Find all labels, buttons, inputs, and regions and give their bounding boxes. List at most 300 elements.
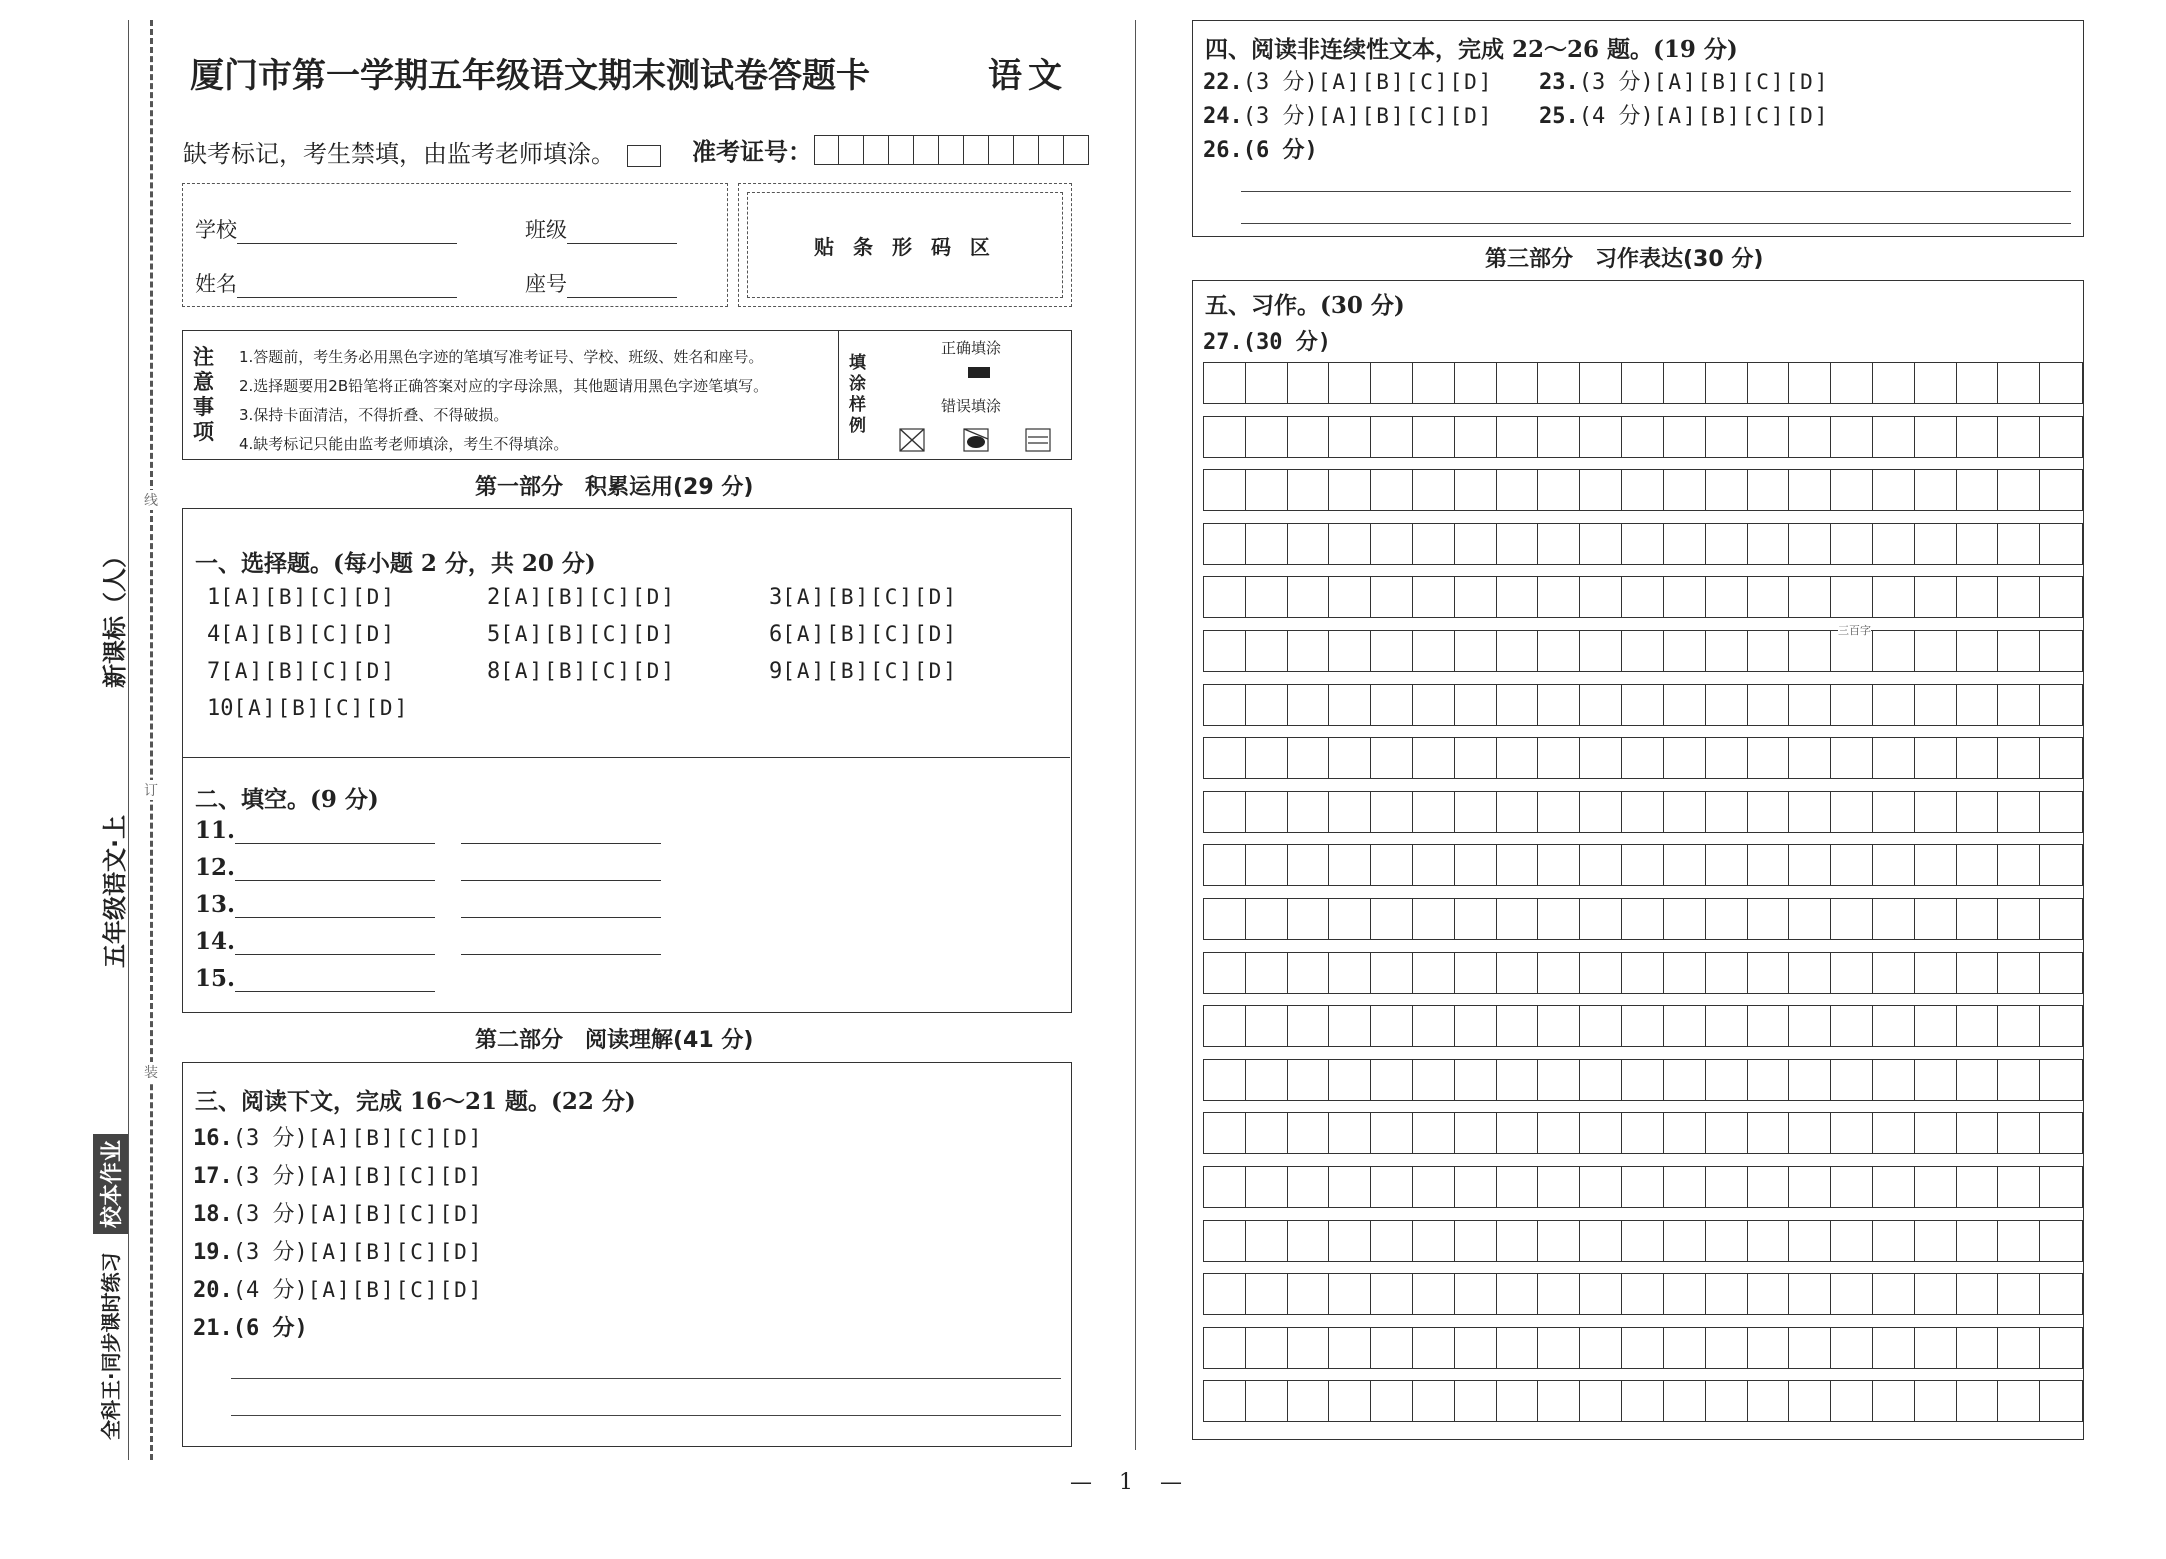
grid-cell[interactable]: [1664, 792, 1706, 832]
grid-cell[interactable]: [1580, 524, 1622, 564]
grid-row[interactable]: [1203, 737, 2083, 779]
grid-cell[interactable]: [1622, 1113, 1664, 1153]
grid-cell[interactable]: [1622, 577, 1664, 617]
grid-cell[interactable]: [1371, 470, 1413, 510]
grid-cell[interactable]: [1246, 845, 1288, 885]
grid-cell[interactable]: [1204, 1006, 1246, 1046]
grid-cell[interactable]: [1873, 1221, 1915, 1261]
grid-cell[interactable]: [1998, 631, 2040, 671]
grid-cell[interactable]: [1538, 631, 1580, 671]
grid-cell[interactable]: [1538, 417, 1580, 457]
grid-cell[interactable]: [1371, 899, 1413, 939]
grid-cell[interactable]: [1873, 899, 1915, 939]
grid-row[interactable]: [1203, 416, 2083, 458]
grid-cell[interactable]: [1748, 417, 1790, 457]
grid-cell[interactable]: [1873, 470, 1915, 510]
grid-cell[interactable]: [1748, 470, 1790, 510]
grid-cell[interactable]: [1497, 577, 1539, 617]
grid-cell[interactable]: [1204, 524, 1246, 564]
grid-cell[interactable]: [1957, 953, 1999, 993]
grid-cell[interactable]: [1329, 1167, 1371, 1207]
grid-cell[interactable]: [1664, 1328, 1706, 1368]
grid-cell[interactable]: [1246, 417, 1288, 457]
mc-q19[interactable]: 19.(3 分)[A][B][C][D]: [193, 1240, 484, 1265]
grid-cell[interactable]: [1538, 953, 1580, 993]
grid-cell[interactable]: [1204, 953, 1246, 993]
fill-q11[interactable]: 11.: [195, 817, 661, 844]
grid-cell[interactable]: [1413, 524, 1455, 564]
grid-cell[interactable]: [1957, 363, 1999, 403]
grid-cell[interactable]: [1664, 1060, 1706, 1100]
grid-cell[interactable]: [1915, 577, 1957, 617]
q21-answer-line-1[interactable]: [231, 1378, 1061, 1379]
grid-cell[interactable]: [1957, 899, 1999, 939]
grid-cell[interactable]: [1246, 953, 1288, 993]
grid-cell[interactable]: [1998, 1381, 2040, 1421]
seat-field[interactable]: 座号: [525, 268, 677, 298]
grid-cell[interactable]: [1580, 1006, 1622, 1046]
grid-cell[interactable]: [1789, 899, 1831, 939]
mc-q23[interactable]: 23.(3 分)[A][B][C][D]: [1539, 70, 1830, 95]
grid-cell[interactable]: [1329, 845, 1371, 885]
grid-cell[interactable]: [1455, 524, 1497, 564]
grid-cell[interactable]: [1622, 417, 1664, 457]
grid-cell[interactable]: [1413, 1060, 1455, 1100]
grid-cell[interactable]: [1497, 1221, 1539, 1261]
q21-answer-line-2[interactable]: [231, 1415, 1061, 1416]
grid-cell[interactable]: [1455, 792, 1497, 832]
grid-cell[interactable]: [1957, 631, 1999, 671]
grid-cell[interactable]: [1538, 1113, 1580, 1153]
grid-cell[interactable]: [1998, 845, 2040, 885]
fill-q14[interactable]: 14.: [195, 928, 661, 955]
grid-cell[interactable]: [1580, 845, 1622, 885]
grid-cell[interactable]: [1706, 524, 1748, 564]
grid-cell[interactable]: [1622, 953, 1664, 993]
grid-cell[interactable]: [1873, 738, 1915, 778]
grid-cell[interactable]: [1706, 792, 1748, 832]
grid-cell[interactable]: [1748, 577, 1790, 617]
grid-cell[interactable]: [1664, 1167, 1706, 1207]
grid-cell[interactable]: [1329, 953, 1371, 993]
grid-cell[interactable]: [1748, 1167, 1790, 1207]
grid-cell[interactable]: [1329, 363, 1371, 403]
grid-cell[interactable]: [1497, 953, 1539, 993]
grid-cell[interactable]: [1497, 1167, 1539, 1207]
grid-cell[interactable]: [1998, 953, 2040, 993]
grid-cell[interactable]: [2040, 577, 2082, 617]
mc-q7[interactable]: 7[A][B][C][D]: [207, 659, 396, 684]
grid-row[interactable]: [1203, 1166, 2083, 1208]
grid-cell[interactable]: [1831, 1060, 1873, 1100]
grid-cell[interactable]: [1831, 470, 1873, 510]
grid-cell[interactable]: [1664, 845, 1706, 885]
grid-cell[interactable]: [1538, 792, 1580, 832]
grid-cell[interactable]: [1706, 685, 1748, 725]
grid-cell[interactable]: [1831, 524, 1873, 564]
grid-cell[interactable]: [1915, 1381, 1957, 1421]
grid-cell[interactable]: [1915, 417, 1957, 457]
grid-cell[interactable]: [1915, 363, 1957, 403]
mc-q18[interactable]: 18.(3 分)[A][B][C][D]: [193, 1202, 484, 1227]
grid-cell[interactable]: [1998, 470, 2040, 510]
grid-cell[interactable]: [1622, 1060, 1664, 1100]
grid-cell[interactable]: [1288, 417, 1330, 457]
grid-cell[interactable]: [1998, 417, 2040, 457]
grid-cell[interactable]: [2040, 1328, 2082, 1368]
grid-cell[interactable]: [1706, 1167, 1748, 1207]
grid-cell[interactable]: [1580, 1060, 1622, 1100]
grid-cell[interactable]: [1831, 417, 1873, 457]
grid-cell[interactable]: [2040, 1167, 2082, 1207]
grid-cell[interactable]: [1915, 792, 1957, 832]
grid-cell[interactable]: [1873, 417, 1915, 457]
grid-cell[interactable]: [1204, 845, 1246, 885]
grid-cell[interactable]: [1789, 1381, 1831, 1421]
grid-cell[interactable]: [1831, 1221, 1873, 1261]
grid-cell[interactable]: [1664, 1113, 1706, 1153]
grid-cell[interactable]: [1664, 1006, 1706, 1046]
grid-row[interactable]: [1203, 1059, 2083, 1101]
grid-cell[interactable]: [1497, 1006, 1539, 1046]
grid-cell[interactable]: [1622, 1381, 1664, 1421]
grid-cell[interactable]: [1580, 1221, 1622, 1261]
mc-q16[interactable]: 16.(3 分)[A][B][C][D]: [193, 1126, 484, 1151]
grid-cell[interactable]: [1204, 1274, 1246, 1314]
grid-cell[interactable]: [1915, 738, 1957, 778]
grid-cell[interactable]: [1497, 631, 1539, 671]
grid-cell[interactable]: [1957, 845, 1999, 885]
grid-cell[interactable]: [1664, 738, 1706, 778]
grid-cell[interactable]: [1957, 1221, 1999, 1261]
grid-cell[interactable]: [1789, 845, 1831, 885]
grid-cell[interactable]: [1706, 1274, 1748, 1314]
grid-cell[interactable]: [1413, 1167, 1455, 1207]
mc-q1[interactable]: 1[A][B][C][D]: [207, 585, 396, 610]
grid-cell[interactable]: [1455, 417, 1497, 457]
grid-cell[interactable]: [1664, 685, 1706, 725]
grid-cell[interactable]: [1664, 1221, 1706, 1261]
grid-cell[interactable]: [1998, 899, 2040, 939]
grid-cell[interactable]: [1371, 792, 1413, 832]
grid-cell[interactable]: [1455, 1381, 1497, 1421]
grid-cell[interactable]: [1413, 899, 1455, 939]
grid-cell[interactable]: [1538, 470, 1580, 510]
grid-cell[interactable]: [1998, 1221, 2040, 1261]
grid-cell[interactable]: [1246, 1167, 1288, 1207]
mc-q10[interactable]: 10[A][B][C][D]: [207, 696, 410, 721]
grid-cell[interactable]: [1580, 470, 1622, 510]
grid-cell[interactable]: [1748, 1006, 1790, 1046]
grid-cell[interactable]: [1664, 953, 1706, 993]
grid-cell[interactable]: [1455, 1274, 1497, 1314]
mc-q9[interactable]: 9[A][B][C][D]: [769, 659, 958, 684]
grid-cell[interactable]: [1329, 1274, 1371, 1314]
grid-cell[interactable]: [1748, 792, 1790, 832]
grid-cell[interactable]: [1748, 1113, 1790, 1153]
grid-cell[interactable]: [1915, 1060, 1957, 1100]
grid-cell[interactable]: [1329, 470, 1371, 510]
grid-cell[interactable]: [1998, 1006, 2040, 1046]
grid-cell[interactable]: [1246, 577, 1288, 617]
grid-cell[interactable]: [1706, 1221, 1748, 1261]
grid-cell[interactable]: [1246, 1221, 1288, 1261]
grid-cell[interactable]: [1873, 953, 1915, 993]
grid-cell[interactable]: [1413, 685, 1455, 725]
grid-cell[interactable]: [1706, 1113, 1748, 1153]
grid-cell[interactable]: [1789, 685, 1831, 725]
grid-cell[interactable]: [1497, 899, 1539, 939]
grid-cell[interactable]: [1371, 953, 1413, 993]
grid-cell[interactable]: [1246, 1274, 1288, 1314]
grid-cell[interactable]: [1455, 1113, 1497, 1153]
grid-cell[interactable]: [1789, 1006, 1831, 1046]
grid-cell[interactable]: [2040, 953, 2082, 993]
grid-row[interactable]: [1203, 362, 2083, 404]
grid-cell[interactable]: [1706, 577, 1748, 617]
grid-cell[interactable]: [1873, 1167, 1915, 1207]
grid-cell[interactable]: [1915, 1006, 1957, 1046]
grid-cell[interactable]: [1455, 1006, 1497, 1046]
grid-cell[interactable]: [1706, 1060, 1748, 1100]
grid-cell[interactable]: [1789, 1167, 1831, 1207]
grid-cell[interactable]: [1831, 899, 1873, 939]
grid-cell[interactable]: [1748, 1274, 1790, 1314]
grid-cell[interactable]: [1831, 1167, 1873, 1207]
grid-cell[interactable]: [1622, 1274, 1664, 1314]
grid-cell[interactable]: [1622, 470, 1664, 510]
grid-cell[interactable]: [1288, 1274, 1330, 1314]
grid-cell[interactable]: [1748, 738, 1790, 778]
grid-cell[interactable]: [1580, 1381, 1622, 1421]
grid-cell[interactable]: [1957, 1274, 1999, 1314]
grid-cell[interactable]: [1204, 470, 1246, 510]
grid-cell[interactable]: [1706, 631, 1748, 671]
grid-cell[interactable]: [1538, 685, 1580, 725]
grid-cell[interactable]: [1873, 792, 1915, 832]
grid-cell[interactable]: [1580, 577, 1622, 617]
grid-cell[interactable]: [1831, 1006, 1873, 1046]
grid-cell[interactable]: [1413, 1328, 1455, 1368]
grid-cell[interactable]: [1288, 685, 1330, 725]
grid-cell[interactable]: [1413, 792, 1455, 832]
grid-cell[interactable]: [1288, 577, 1330, 617]
grid-cell[interactable]: [1204, 1221, 1246, 1261]
grid-cell[interactable]: [1538, 577, 1580, 617]
fill-q13[interactable]: 13.: [195, 891, 661, 918]
grid-cell[interactable]: [1204, 1381, 1246, 1421]
grid-cell[interactable]: [1998, 1113, 2040, 1153]
grid-cell[interactable]: [1957, 524, 1999, 564]
grid-cell[interactable]: [1288, 1113, 1330, 1153]
grid-cell[interactable]: [1580, 1167, 1622, 1207]
grid-cell[interactable]: [1204, 738, 1246, 778]
grid-cell[interactable]: [1455, 1060, 1497, 1100]
grid-cell[interactable]: [1413, 577, 1455, 617]
grid-cell[interactable]: [1622, 899, 1664, 939]
grid-cell[interactable]: [2040, 631, 2082, 671]
grid-cell[interactable]: [1789, 363, 1831, 403]
grid-cell[interactable]: [1538, 1167, 1580, 1207]
grid-cell[interactable]: [1580, 1113, 1622, 1153]
grid-cell[interactable]: [2040, 1060, 2082, 1100]
mc-q2[interactable]: 2[A][B][C][D]: [487, 585, 676, 610]
grid-cell[interactable]: [1957, 1060, 1999, 1100]
grid-cell[interactable]: [1413, 1381, 1455, 1421]
grid-cell[interactable]: [1789, 1113, 1831, 1153]
grid-cell[interactable]: [1371, 1274, 1413, 1314]
grid-cell[interactable]: [1831, 792, 1873, 832]
grid-cell[interactable]: [1706, 738, 1748, 778]
grid-cell[interactable]: [1329, 577, 1371, 617]
grid-cell[interactable]: [1371, 417, 1413, 457]
grid-cell[interactable]: [1371, 363, 1413, 403]
grid-cell[interactable]: [1580, 1328, 1622, 1368]
grid-cell[interactable]: [1455, 1221, 1497, 1261]
grid-cell[interactable]: [1622, 738, 1664, 778]
grid-cell[interactable]: [1329, 524, 1371, 564]
grid-cell[interactable]: [1580, 953, 1622, 993]
q26-answer-line-2[interactable]: [1241, 223, 2071, 224]
grid-cell[interactable]: [1915, 1113, 1957, 1153]
grid-cell[interactable]: [1915, 470, 1957, 510]
grid-cell[interactable]: [1538, 1274, 1580, 1314]
grid-cell[interactable]: [1957, 1381, 1999, 1421]
grid-cell[interactable]: [1873, 1060, 1915, 1100]
grid-cell[interactable]: [1204, 1113, 1246, 1153]
grid-cell[interactable]: [1329, 738, 1371, 778]
grid-cell[interactable]: [1831, 953, 1873, 993]
grid-cell[interactable]: [1455, 738, 1497, 778]
grid-cell[interactable]: [1831, 845, 1873, 885]
grid-cell[interactable]: [1288, 1006, 1330, 1046]
grid-cell[interactable]: [2040, 470, 2082, 510]
grid-cell[interactable]: [1288, 1167, 1330, 1207]
grid-cell[interactable]: [1288, 845, 1330, 885]
grid-cell[interactable]: [1915, 685, 1957, 725]
mc-q24[interactable]: 24.(3 分)[A][B][C][D]: [1203, 104, 1494, 129]
grid-cell[interactable]: [1789, 470, 1831, 510]
grid-cell[interactable]: [1873, 685, 1915, 725]
grid-cell[interactable]: [1706, 953, 1748, 993]
grid-cell[interactable]: [1497, 1328, 1539, 1368]
grid-row[interactable]: [1203, 576, 2083, 618]
grid-cell[interactable]: [1748, 685, 1790, 725]
grid-cell[interactable]: [1831, 1274, 1873, 1314]
fill-q12[interactable]: 12.: [195, 854, 661, 881]
mc-q6[interactable]: 6[A][B][C][D]: [769, 622, 958, 647]
grid-cell[interactable]: [1580, 417, 1622, 457]
grid-cell[interactable]: [1915, 1221, 1957, 1261]
grid-cell[interactable]: [1580, 685, 1622, 725]
grid-cell[interactable]: [1664, 1381, 1706, 1421]
grid-cell[interactable]: [1915, 631, 1957, 671]
grid-cell[interactable]: [1664, 363, 1706, 403]
grid-row[interactable]: [1203, 952, 2083, 994]
grid-cell[interactable]: [1957, 417, 1999, 457]
grid-cell[interactable]: [1957, 1167, 1999, 1207]
grid-cell[interactable]: [1288, 1381, 1330, 1421]
grid-cell[interactable]: [1455, 470, 1497, 510]
mc-q3[interactable]: 3[A][B][C][D]: [769, 585, 958, 610]
grid-cell[interactable]: [1288, 1060, 1330, 1100]
grid-cell[interactable]: [1538, 899, 1580, 939]
exam-id-boxes[interactable]: [814, 135, 1089, 165]
grid-cell[interactable]: [1538, 1381, 1580, 1421]
grid-cell[interactable]: [1622, 1006, 1664, 1046]
grid-cell[interactable]: [1998, 1274, 2040, 1314]
grid-cell[interactable]: [1748, 363, 1790, 403]
grid-cell[interactable]: [1329, 1113, 1371, 1153]
grid-row[interactable]: [1203, 791, 2083, 833]
grid-cell[interactable]: [1288, 470, 1330, 510]
grid-cell[interactable]: [1998, 577, 2040, 617]
grid-cell[interactable]: [1831, 1381, 1873, 1421]
grid-cell[interactable]: [1789, 1221, 1831, 1261]
grid-cell[interactable]: [1706, 470, 1748, 510]
grid-cell[interactable]: [1204, 1328, 1246, 1368]
grid-cell[interactable]: [1246, 685, 1288, 725]
grid-cell[interactable]: [1622, 845, 1664, 885]
grid-cell[interactable]: [1580, 899, 1622, 939]
grid-cell[interactable]: [1998, 792, 2040, 832]
grid-cell[interactable]: [1748, 631, 1790, 671]
grid-cell[interactable]: [1831, 577, 1873, 617]
grid-cell[interactable]: [1748, 1381, 1790, 1421]
grid-cell[interactable]: [1873, 1113, 1915, 1153]
grid-cell[interactable]: [1288, 1328, 1330, 1368]
grid-cell[interactable]: [1413, 845, 1455, 885]
grid-cell[interactable]: [1622, 1221, 1664, 1261]
grid-cell[interactable]: [1538, 1221, 1580, 1261]
grid-row[interactable]: [1203, 1380, 2083, 1422]
grid-cell[interactable]: [1497, 1060, 1539, 1100]
grid-cell[interactable]: [1246, 1006, 1288, 1046]
grid-cell[interactable]: [2040, 738, 2082, 778]
grid-cell[interactable]: [1915, 1167, 1957, 1207]
grid-cell[interactable]: [1204, 685, 1246, 725]
grid-cell[interactable]: [1664, 577, 1706, 617]
grid-cell[interactable]: [1789, 524, 1831, 564]
grid-cell[interactable]: [1748, 524, 1790, 564]
grid-row[interactable]: [1203, 1220, 2083, 1262]
grid-cell[interactable]: [1789, 1328, 1831, 1368]
grid-cell[interactable]: [1789, 738, 1831, 778]
grid-cell[interactable]: [1288, 738, 1330, 778]
grid-cell[interactable]: [1998, 1060, 2040, 1100]
grid-cell[interactable]: [1413, 953, 1455, 993]
mc-q8[interactable]: 8[A][B][C][D]: [487, 659, 676, 684]
grid-cell[interactable]: [1371, 1006, 1413, 1046]
grid-cell[interactable]: [2040, 524, 2082, 564]
grid-cell[interactable]: [1413, 417, 1455, 457]
grid-cell[interactable]: [1371, 524, 1413, 564]
grid-cell[interactable]: [1371, 1167, 1413, 1207]
grid-cell[interactable]: [1915, 524, 1957, 564]
grid-cell[interactable]: [1455, 577, 1497, 617]
grid-cell[interactable]: [1497, 417, 1539, 457]
class-field[interactable]: 班级: [525, 214, 677, 244]
grid-cell[interactable]: [1497, 1113, 1539, 1153]
grid-cell[interactable]: [1748, 953, 1790, 993]
grid-cell[interactable]: [1748, 1328, 1790, 1368]
grid-cell[interactable]: [1622, 1167, 1664, 1207]
grid-cell[interactable]: [1789, 577, 1831, 617]
grid-cell[interactable]: [1371, 1221, 1413, 1261]
grid-row[interactable]: [1203, 844, 2083, 886]
grid-cell[interactable]: [1957, 1328, 1999, 1368]
grid-cell[interactable]: [1622, 363, 1664, 403]
